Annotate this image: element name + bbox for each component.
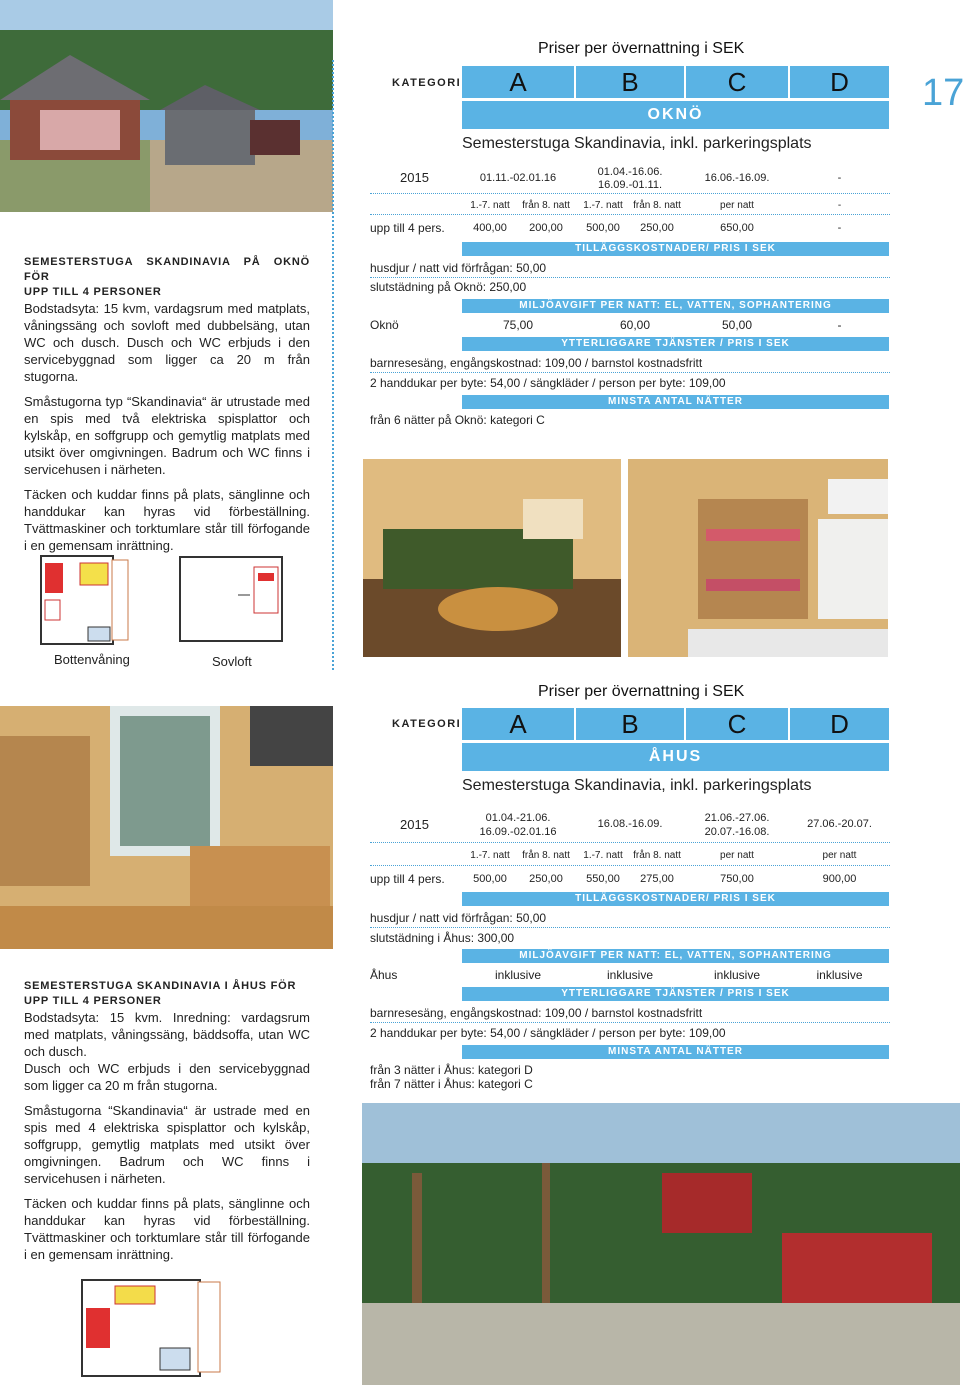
ahus-night-4: från 8. natt — [633, 850, 681, 861]
ahus-row-label: upp till 4 pers. — [370, 872, 445, 886]
ahus-col-d: D — [790, 708, 889, 740]
okno-min-1: från 6 nätter på Oknö: kategori C — [370, 413, 545, 427]
okno-night-3: 1.-7. natt — [583, 200, 623, 211]
ahus-env-a: inklusive — [494, 968, 542, 982]
ahus-price-1: 500,00 — [473, 873, 507, 885]
ahus-heading-1: SEMESTERSTUGA SKANDINAVIA I ÅHUS FÖR — [24, 980, 297, 992]
ahus-env-c: inklusive — [713, 968, 761, 982]
okno-interior-photo-1 — [363, 459, 621, 657]
ahus-table-title: Priser per övernattning i SEK — [538, 683, 745, 700]
okno-paragraph-3: Täcken och kuddar finns på plats, sänglinne och handdukar kan hyras vid förbeställning. Tvättmaskiner och torktumlare står till förfogande i en gemensam inrättning. — [24, 487, 310, 553]
okno-extra-1: husdjur / natt vid förfrågan: 50,00 — [370, 261, 547, 275]
okno-kategori-label: KATEGORI — [392, 77, 462, 89]
okno-service-2: 2 handdukar per byte: 54,00 / sängkläder / person per byte: 109,00 — [370, 376, 726, 390]
divider-line — [332, 60, 334, 670]
ahus-paragraph-3: Täcken och kuddar finns på plats, sänglinne och handdukar kan hyras vid förbeställning. Tvättmaskiner och torktumlare står till förfogande i en gemensam inrättning. — [24, 1196, 310, 1262]
floorplan-ground — [40, 555, 130, 652]
cabins-photo — [0, 0, 333, 212]
ahus-paragraph-2: Småstugorna “Skandinavia“ är ustrade med en spis med 4 elektriska spisplattor och kylskåp, soffgrupp, gemytlig matplats med utsikt över omgivningen. Badrum och WC finns i servicehusen i närheten. — [24, 1103, 310, 1186]
ahus-kategori-label: KATEGORI — [392, 718, 462, 730]
ahus-band-env: MILJÖAVGIFT PER NATT: EL, VATTEN, SOPHANTERING — [462, 949, 889, 963]
okno-price-6: - — [837, 222, 842, 234]
ahus-col-a: A — [462, 708, 574, 740]
okno-location-band: OKNÖ — [462, 101, 889, 129]
okno-band-services: YTTERLIGGARE TJÄNSTER / PRIS I SEK — [462, 337, 889, 351]
ahus-min-2: från 7 nätter i Åhus: kategori C — [370, 1077, 533, 1091]
okno-night-5: per natt — [720, 200, 754, 211]
ahus-period-a: 01.04.-21.06. 16.09.-02.01.16 — [479, 812, 557, 838]
ahus-night-1: 1.-7. natt — [470, 850, 510, 861]
ahus-env-label: Åhus — [370, 968, 398, 982]
ahus-env-d: inklusive — [816, 968, 863, 982]
ahus-year: 2015 — [400, 817, 429, 832]
okno-period-b: 01.04.-16.06. 16.09.-01.11. — [597, 166, 663, 191]
okno-env-a: 75,00 — [502, 318, 534, 332]
ahus-price-6: 900,00 — [822, 873, 857, 885]
okno-description — [24, 255, 310, 562]
ahus-extra-1: husdjur / natt vid förfrågan: 50,00 — [370, 911, 547, 925]
ahus-description — [24, 979, 310, 1271]
ahus-band-services: YTTERLIGGARE TJÄNSTER / PRIS I SEK — [462, 987, 889, 1001]
ahus-night-3: 1.-7. natt — [583, 850, 623, 861]
ahus-interior-photo — [0, 706, 333, 949]
okno-band-extra: TILLÄGGSKOSTNADER/ PRIS I SEK — [462, 242, 889, 256]
ahus-env-b: inklusive — [606, 968, 654, 982]
ahus-period-b: 16.08.-16.09. — [597, 818, 663, 830]
okno-env-b: 60,00 — [619, 318, 651, 332]
okno-period-d: - — [837, 172, 842, 184]
ahus-price-2: 250,00 — [529, 873, 563, 885]
ahus-floorplan — [80, 1278, 222, 1383]
okno-price-4: 250,00 — [640, 222, 674, 234]
floorplan-ground-label: Bottenvåning — [54, 652, 130, 667]
okno-col-b: B — [576, 66, 684, 98]
page-number: 17 — [922, 72, 964, 114]
ahus-cabins-photo — [362, 1103, 960, 1385]
ahus-paragraph-1: Bodstadsyta: 15 kvm. Inredning: vardagsrum med matplats, våningssäng, bäddsoffa, utan WC och dusch. — [24, 1010, 310, 1059]
ahus-night-5: per natt — [720, 850, 754, 861]
ahus-col-b: B — [576, 708, 684, 740]
ahus-price-3: 550,00 — [586, 873, 620, 885]
okno-band-env: MILJÖAVGIFT PER NATT: EL, VATTEN, SOPHANTERING — [462, 299, 889, 313]
okno-price-1: 400,00 — [473, 222, 507, 234]
ahus-night-2: från 8. natt — [522, 850, 570, 861]
okno-night-6: - — [837, 200, 842, 211]
okno-row-label: upp till 4 pers. — [370, 221, 445, 235]
okno-col-d: D — [790, 66, 889, 98]
ahus-min-1: från 3 nätter i Åhus: kategori D — [370, 1063, 533, 1077]
okno-heading-2: UPP TILL 4 PERSONER — [24, 286, 162, 298]
ahus-band-min: MINSTA ANTAL NÄTTER — [462, 1045, 889, 1059]
okno-price-5: 650,00 — [720, 222, 754, 234]
ahus-subtitle: Semesterstuga Skandinavia, inkl. parkeringsplats — [462, 777, 812, 794]
ahus-col-c: C — [686, 708, 788, 740]
okno-table-title: Priser per övernattning i SEK — [538, 40, 745, 57]
okno-interior-photo-2 — [628, 459, 888, 657]
ahus-service-2: 2 handdukar per byte: 54,00 / sängkläder / person per byte: 109,00 — [370, 1026, 726, 1040]
okno-night-1: 1.-7. natt — [470, 200, 510, 211]
ahus-service-1: barnresesäng, engångskostnad: 109,00 / barnstol kostnadsfritt — [370, 1006, 703, 1020]
okno-period-a: 01.11.-02.01.16 — [479, 172, 557, 184]
okno-night-2: från 8. natt — [522, 200, 570, 211]
okno-heading-1: SEMESTERSTUGA SKANDINAVIA PÅ OKNÖ FÖR — [24, 256, 310, 283]
okno-price-3: 500,00 — [586, 222, 620, 234]
ahus-period-d: 27.06.-20.07. — [807, 818, 872, 830]
ahus-price-5: 750,00 — [720, 873, 754, 885]
ahus-extra-2: slutstädning i Åhus: 300,00 — [370, 931, 515, 945]
okno-paragraph-1: Bodstadsyta: 15 kvm, vardagsrum med matplats, våningssäng och sovloft med dubbelsäng, utan WC och dusch. Dusch och WC erbjuds i den servicebyggnad som ligger ca 20 m från stugorna. — [24, 301, 310, 384]
okno-year: 2015 — [400, 170, 429, 185]
okno-col-c: C — [686, 66, 788, 98]
okno-paragraph-2: Småstugorna typ “Skandinavia“ är utrustade med en spis med två elektriska spisplattor och kylskåp, en soffgrupp och gemytlig matplats med utsikt över omgivningen. Badrum och WC finns i servicehusen i närheten. — [24, 394, 310, 477]
okno-night-4: från 8. natt — [633, 200, 681, 211]
okno-col-a: A — [462, 66, 574, 98]
okno-price-2: 200,00 — [529, 222, 563, 234]
okno-env-label: Oknö — [370, 318, 399, 332]
okno-extra-2: slutstädning på Oknö: 250,00 — [370, 280, 527, 294]
ahus-heading-2: UPP TILL 4 PERSONER — [24, 995, 162, 1007]
ahus-location-band: ÅHUS — [462, 743, 889, 771]
okno-subtitle: Semesterstuga Skandinavia, inkl. parkeringsplats — [462, 135, 812, 152]
floorplan-loft-label: Sovloft — [212, 654, 252, 669]
floorplan-loft — [178, 555, 290, 650]
okno-service-1: barnresesäng, engångskostnad: 109,00 / barnstol kostnadsfritt — [370, 356, 703, 370]
okno-band-min: MINSTA ANTAL NÄTTER — [462, 395, 889, 409]
okno-period-c: 16.06.-16.09. — [704, 172, 770, 184]
okno-env-c: 50,00 — [721, 318, 753, 332]
ahus-period-c: 21.06.-27.06. 20.07.-16.08. — [704, 812, 770, 838]
ahus-paragraph-1b: Dusch och WC erbjuds i den servicebyggnad som ligger ca 20 m från stugorna. — [24, 1061, 310, 1093]
okno-env-d: - — [837, 318, 842, 332]
ahus-band-extra: TILLÄGGSKOSTNADER/ PRIS I SEK — [462, 892, 889, 906]
ahus-price-4: 275,00 — [640, 873, 674, 885]
ahus-night-6: per natt — [822, 850, 857, 861]
